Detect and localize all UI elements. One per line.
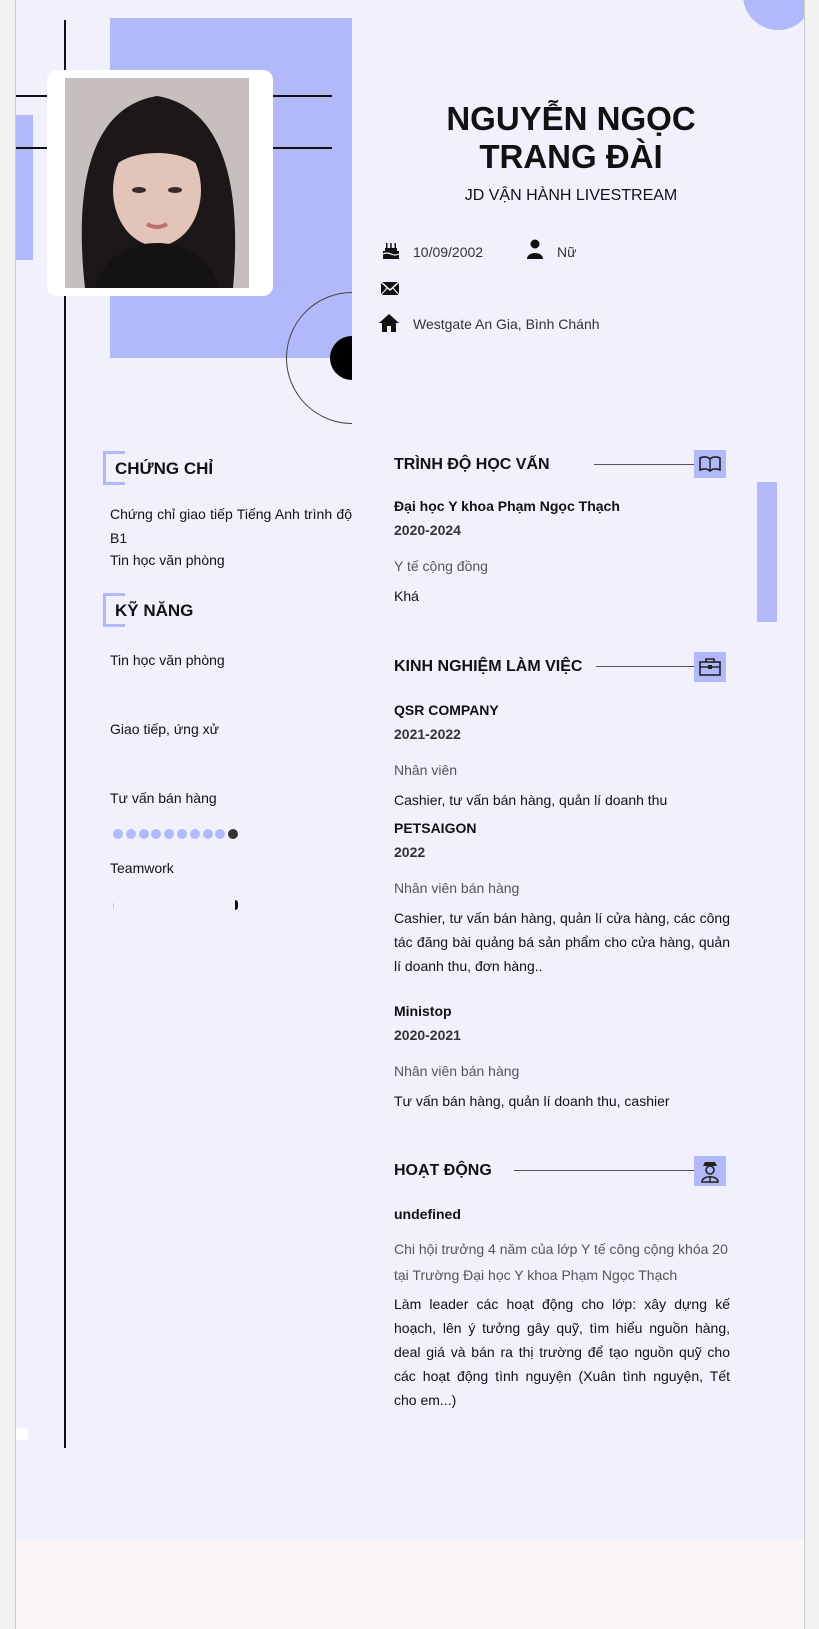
skill-name: Teamwork [110, 860, 174, 876]
job-description: Tư vấn bán hàng, quản lí doanh thu, cashier [394, 1093, 670, 1109]
education-period: 2020-2024 [394, 522, 461, 538]
certificate-item: Chứng chỉ giao tiếp Tiếng Anh trình độ B1 [110, 506, 352, 546]
skill-bar-end [235, 900, 238, 910]
skill-rating-dot [164, 829, 174, 839]
skill-name: Tin học văn phòng [110, 652, 225, 668]
skill-bar-empty [113, 903, 114, 909]
skill-name: Giao tiếp, ứng xử [110, 721, 220, 737]
skill-rating-dot [177, 829, 187, 839]
avatar-card [47, 70, 273, 296]
experience-rule [596, 666, 694, 667]
skills-heading: KỸ NĂNG [115, 601, 194, 620]
activities-rule [514, 1170, 694, 1171]
job-period: 2022 [394, 844, 426, 860]
job-period: 2021-2022 [394, 726, 461, 742]
birthday-value: 10/09/2002 [413, 244, 484, 260]
activity-description: Làm leader các hoạt động cho lớp: xây dựng kế hoạch, lên ý tưởng gây quỹ, tìm hiểu nguồn hàng, deal giá và bán ra thị trường để tạo nguồn quỹ cho các hoạt động tình nguyện (Xuân tình nguyện, Tết cho em...) [394, 1296, 730, 1408]
skill-rating-dot [126, 829, 136, 839]
job-position: Nhân viên bán hàng [394, 880, 520, 896]
skill-rating-dot [151, 829, 161, 839]
education-heading: TRÌNH ĐỘ HỌC VẤN [394, 456, 550, 473]
gender-value: Nữ [557, 244, 577, 260]
job-position: Nhân viên [394, 762, 458, 778]
job-description: Cashier, tư vấn bán hàng, quản lí doanh thu [394, 792, 668, 808]
job-position: Nhân viên bán hàng [394, 1063, 520, 1079]
cake-icon [380, 240, 402, 262]
education-major: Y tế cộng đồng [394, 558, 488, 574]
school-name: Đại học Y khoa Phạm Ngọc Thạch [394, 498, 620, 514]
job-period: 2020-2021 [394, 1027, 461, 1043]
envelope-icon [379, 278, 401, 300]
activities-icon-box [694, 1156, 726, 1186]
skill-name: Tư vấn bán hàng [110, 790, 217, 806]
corner-circle [743, 0, 805, 30]
skill-rating-dot [203, 829, 213, 839]
certificates-heading: CHỨNG CHỈ [115, 459, 214, 478]
book-icon [694, 450, 726, 478]
certificate-item: Tin học văn phòng [110, 552, 225, 568]
left-accent-bar [16, 115, 33, 260]
deco-circle-fill [330, 336, 374, 380]
agent-icon [694, 1156, 726, 1186]
deco-small-square [16, 1428, 28, 1440]
job-company: PETSAIGON [394, 820, 477, 836]
activity-role: Chi hội trưởng 4 năm của lớp Y tế công cộng khóa 20 tại Trường Đại học Y khoa Phạm Ngọc Thạch [394, 1241, 728, 1283]
avatar [65, 78, 249, 288]
skill-rating-dot [190, 829, 200, 839]
experience-heading: KINH NGHIỆM LÀM VIỆC [394, 658, 583, 675]
candidate-title: JD VẬN HÀNH LIVESTREAM [464, 187, 678, 204]
skill-rating-dot [228, 829, 238, 839]
job-description: Cashier, tư vấn bán hàng, quản lí cửa hàng, các công tác đăng bài quảng bá sản phẩm cho cửa hàng, quản lí doanh thu, đơn hàng.. [394, 910, 730, 974]
education-rule [594, 464, 694, 465]
job-company: Ministop [394, 1003, 452, 1019]
avatar-portrait [65, 78, 249, 288]
address-value: Westgate An Gia, Bình Chánh [413, 316, 600, 332]
education-grade: Khá [394, 588, 419, 604]
job-company: QSR COMPANY [394, 702, 499, 718]
skill-rating-dot [215, 829, 225, 839]
activity-org: undefined [394, 1206, 461, 1222]
home-icon [378, 312, 400, 334]
activities-heading: HOẠT ĐỘNG [394, 1162, 492, 1179]
cv-page [15, 0, 805, 1629]
candidate-name: NGUYỄN NGỌC TRANG ĐÀI [446, 100, 696, 175]
education-icon-box [694, 450, 726, 478]
skill-rating-dot [113, 829, 123, 839]
person-icon [524, 238, 546, 260]
cv-sheet [16, 0, 805, 1540]
skill-rating-dot [139, 829, 149, 839]
briefcase-icon [694, 652, 726, 682]
experience-icon-box [694, 652, 726, 682]
skill-rating [113, 829, 253, 841]
right-accent-bar [757, 482, 777, 622]
